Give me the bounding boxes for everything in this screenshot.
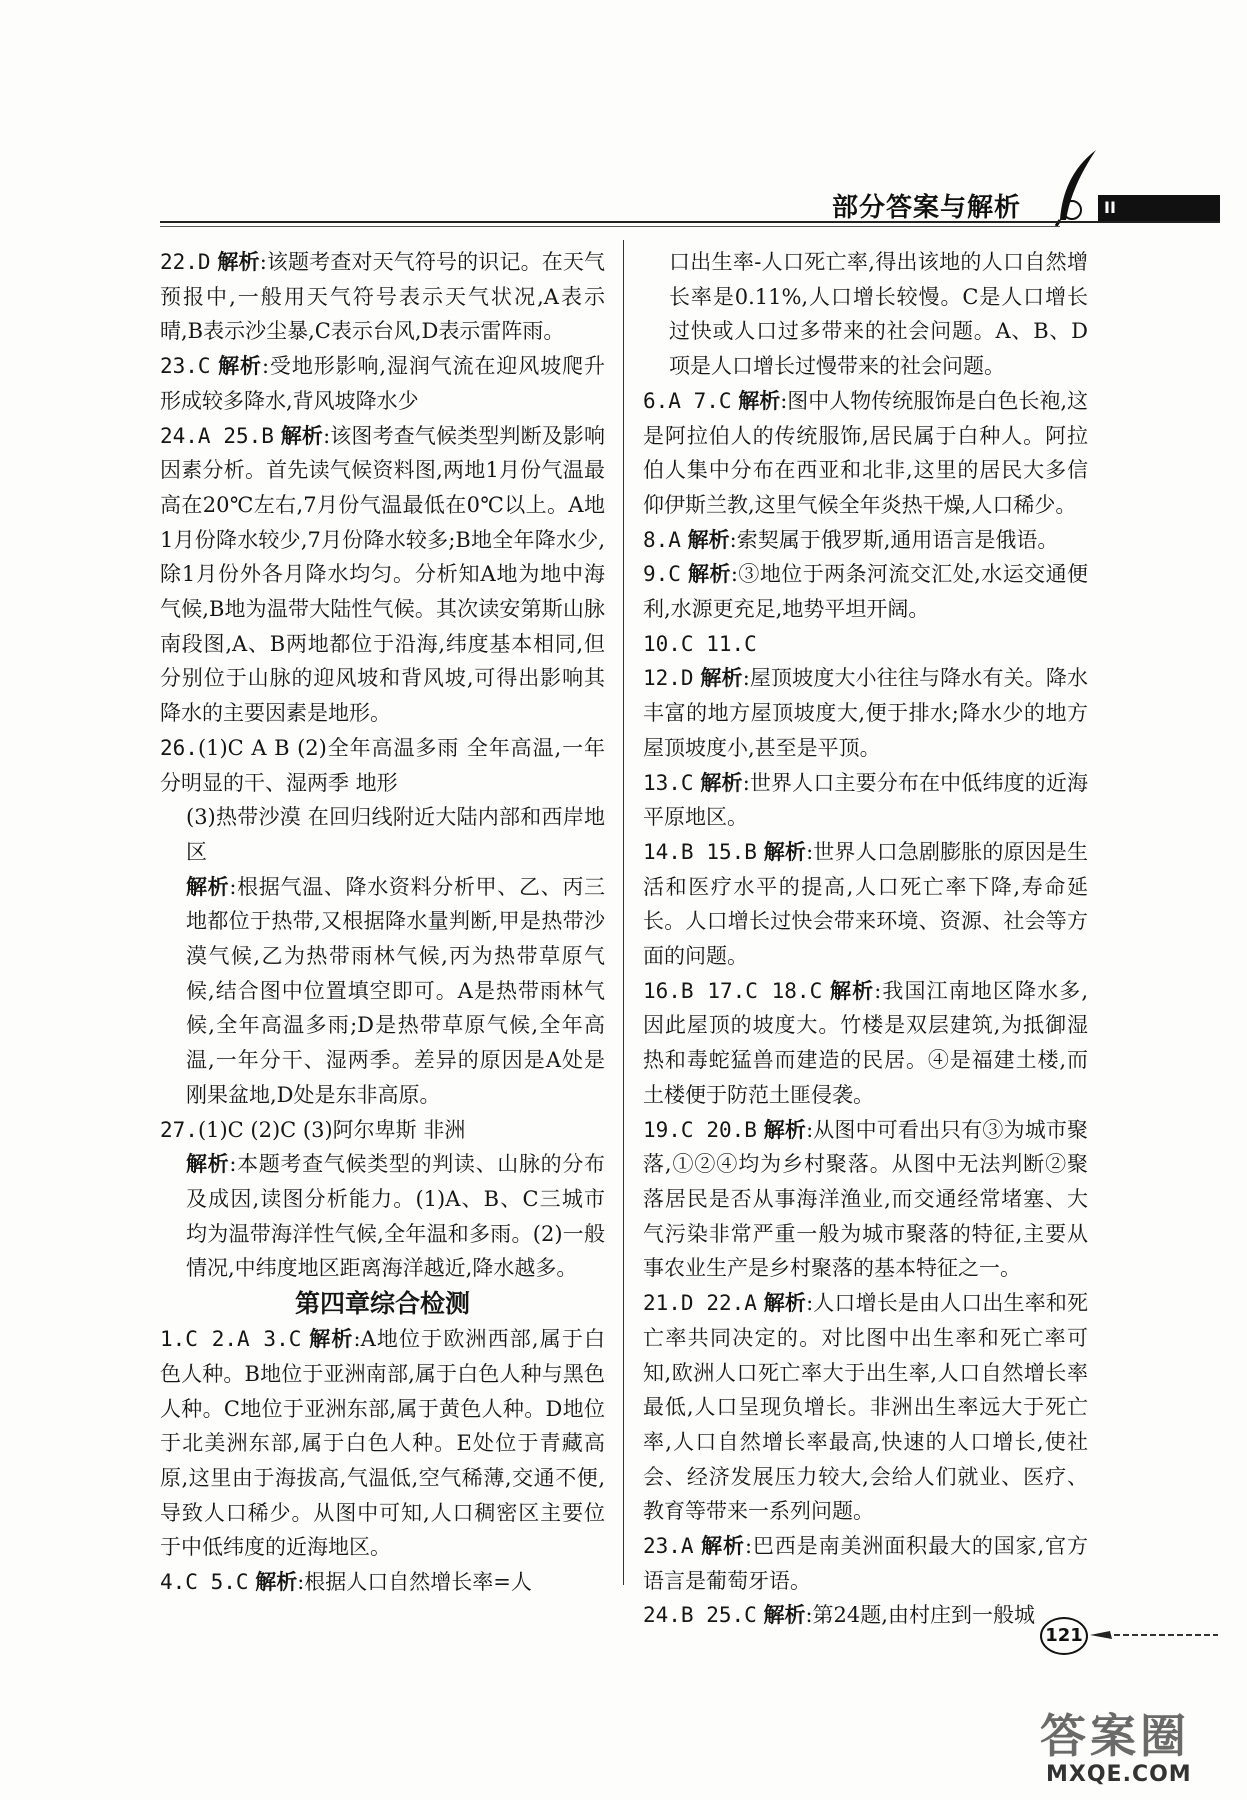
analysis-label: 解析	[217, 250, 260, 274]
answer-item	[643, 384, 1088, 523]
answer-item	[643, 835, 1088, 974]
watermark	[1040, 1700, 1230, 1795]
footer-decoration	[1090, 1625, 1220, 1649]
answer-text: :A地位于欧洲西部,属于白色人种。B地位于亚洲南部,属于白色人种与黑色人种。C地位于亚洲东部,属于黄色人种。D地位于北美洲东部,属于白色人种。E处位于青藏高原,这里由于海拔高,气温低,空气稀薄,交通不便,导致人口稀少。从图中可知,人口稠密区主要位于中低纬度的近海地区。	[160, 1327, 606, 1560]
answer-number: 10.C 11.C	[643, 631, 757, 656]
answer-text: :人口增长是由人口出生率和死亡率共同决定的。对比图中出生率和死亡率可知,欧洲人口死亡率大于出生率,人口自然增长率最低,人口呈现负增长。非洲出生率远大于死亡率,人口自然增长率最高,快速的人口增长,使社会、经济发展压力较大,会给人们就业、医疗、教育等带来一系列问题。	[643, 1291, 1089, 1524]
answer-number: 16.B 17.C 18.C	[643, 978, 823, 1003]
answer-list-left-2	[160, 1322, 605, 1600]
watermark-url: MXQE.COM	[1046, 1762, 1192, 1787]
answer-number: 24.A 25.B	[160, 423, 274, 448]
answer-text: :该图考查气候类型判断及影响因素分析。首先读气候资料图,两地1月份气温最高在20℃左右,7月份气温最低在0℃以上。A地1月份降水较少,7月份降水较多;B地全年降水少,除1月份外各月降水均匀。分析知A地为地中海气候,B地为温带大陆性气候。其次读安第斯山脉南段图,A、B两地都位于沿海,纬度基本相同,但分别位于山脉的迎风坡和背风坡,可得出影响其降水的主要因素是地形。	[160, 423, 606, 726]
answer-text: :③地位于两条河流交汇处,水运交通便利,水源更充足,地势平坦开阔。	[643, 562, 1089, 622]
answer-text: :根据人口自然增长率=人	[297, 1570, 532, 1595]
answer-item	[643, 523, 1088, 558]
answer-item	[643, 245, 1088, 384]
analysis-label: 解析	[763, 839, 807, 864]
answer-item	[160, 245, 605, 349]
answer-text: :巴西是南美洲面积最大的国家,官方语言是葡萄牙语。	[643, 1534, 1089, 1593]
answer-text: :图中人物传统服饰是白色长袍,这是阿拉伯人的传统服饰,居民属于白种人。阿拉伯人集中分布在西亚和北非,这里的居民大多信仰伊斯兰教,这里气候全年炎热干燥,人口稀少。	[643, 388, 1089, 517]
answer-text: :受地形影响,湿润气流在迎风坡爬升形成较多降水,背风坡降水少	[160, 354, 606, 413]
answer-text: :根据气温、降水资料分析甲、乙、丙三地都位于热带,又根据降水量判断,甲是热带沙漠气候,乙为热带雨林气候,丙为热带草原气候,结合图中位置填空即可。A是热带雨林气候,全年高温多雨;D是热带草原气候,全年高温,一年分干、湿两季。差异的原因是A处是刚果盆地,D处是东非高原。	[186, 874, 606, 1107]
answer-text: (3)热带沙漠 在回归线附近大陆内部和西岸地区	[186, 805, 605, 864]
answer-list-left	[160, 245, 605, 1286]
answer-number: 6.A 7.C	[643, 388, 732, 413]
answer-text: (1)C A B (2)全年高温多雨 全年高温,一年分明显的干、湿两季 地形	[160, 735, 605, 795]
answer-item	[160, 349, 605, 418]
answer-item	[160, 1322, 605, 1565]
answer-text: :从图中可看出只有③为城市聚落,①②④均为乡村聚落。从图中无法判断②聚落居民是否从事海洋渔业,而交通经常堵塞、大气污染非常严重一般为城市聚落的特征,主要从事农业生产是乡村聚落的基本特征之一。	[643, 1117, 1089, 1281]
answer-item	[160, 870, 605, 1113]
analysis-label: 解析	[688, 562, 731, 587]
answer-list-right	[643, 245, 1088, 1633]
answer-item	[643, 766, 1088, 835]
answer-item	[160, 419, 605, 731]
answer-item	[160, 1565, 605, 1600]
section-title: 第四章综合检测	[294, 1289, 470, 1319]
answer-text: :屋顶坡度大小往往与降水有关。降水丰富的地方屋顶坡度大,便于排水;降水少的地方屋顶坡度小,甚至是平顶。	[643, 666, 1088, 760]
answer-number: 26.	[160, 735, 198, 760]
analysis-label: 解析	[280, 423, 324, 448]
answer-item	[643, 1598, 1088, 1633]
header-bar	[1098, 195, 1220, 221]
answer-text: :第24题,由村庄到一般城	[805, 1603, 1035, 1628]
analysis-label: 解析	[687, 527, 730, 552]
header-title: 部分答案与解析	[832, 193, 1022, 223]
analysis-label: 解析	[763, 1603, 806, 1628]
analysis-label: 解析	[218, 354, 262, 379]
header-bar-text: II	[1104, 198, 1116, 217]
answer-item	[643, 557, 1088, 626]
feather-pen-icon	[1052, 148, 1102, 232]
answer-number: 4.C 5.C	[160, 1570, 249, 1595]
answer-number: 13.C	[643, 770, 694, 795]
analysis-label: 解析	[186, 874, 230, 899]
answer-number: 23.C	[160, 354, 211, 379]
answer-number: 1.C 2.A 3.C	[160, 1327, 302, 1352]
answer-text: :索契属于俄罗斯,通用语言是俄语。	[729, 527, 1059, 552]
answer-number: 12.D	[643, 666, 694, 691]
analysis-label: 解析	[309, 1327, 354, 1352]
answer-text: :世界人口主要分布在中低纬度的近海平原地区。	[643, 770, 1088, 830]
answer-item	[643, 1529, 1088, 1598]
analysis-label: 解析	[763, 1291, 807, 1316]
answer-item	[160, 731, 605, 800]
answer-item	[160, 1113, 605, 1148]
answer-item	[643, 1286, 1088, 1529]
answer-number: 27.	[160, 1117, 198, 1142]
header-rule	[160, 221, 1220, 223]
analysis-label: 解析	[701, 1534, 745, 1559]
answer-text: :我国江南地区降水多,因此屋顶的坡度大。竹楼是双层建筑,为抵御湿热和毒蛇猛兽而建造的民居。④是福建土楼,而土楼便于防范土匪侵袭。	[643, 978, 1088, 1107]
answer-item	[160, 1147, 605, 1286]
left-column	[160, 245, 605, 1600]
answer-number: 23.A	[643, 1534, 694, 1559]
analysis-label: 解析	[186, 1152, 230, 1177]
analysis-label: 解析	[763, 1117, 807, 1142]
answer-text: 口出生率-人口死亡率,得出该地的人口自然增长率是0.11%,人口增长较慢。C是人口增长过快或人口过多带来的社会问题。A、B、D项是人口增长过慢带来的社会问题。	[669, 250, 1088, 379]
answer-number: 8.A	[643, 527, 681, 552]
answer-number: 22.D	[160, 250, 211, 274]
answer-number: 24.B 25.C	[643, 1603, 757, 1628]
analysis-label: 解析	[700, 666, 743, 691]
watermark-logo: 答案圈	[1040, 1709, 1190, 1763]
analysis-label: 解析	[830, 978, 875, 1003]
analysis-label: 解析	[738, 388, 781, 413]
page-number: 121	[1040, 1617, 1088, 1655]
answer-text: :世界人口急剧膨胀的原因是生活和医疗水平的提高,人口死亡率下降,寿命延长。人口增长过快会带来环境、资源、社会等方面的问题。	[643, 839, 1089, 969]
header-rule-thin	[160, 226, 1060, 227]
answer-number: 14.B 15.B	[643, 839, 757, 864]
analysis-label: 解析	[700, 770, 743, 795]
answer-number: 9.C	[643, 562, 681, 587]
answer-number: 19.C 20.B	[643, 1117, 757, 1142]
analysis-label: 解析	[255, 1570, 298, 1595]
answer-item	[643, 661, 1088, 765]
answer-item	[643, 1113, 1088, 1287]
answer-item	[160, 800, 605, 869]
column-divider	[623, 240, 624, 1585]
answer-item	[643, 974, 1088, 1113]
right-column	[643, 245, 1088, 1633]
answer-text: :本题考查气候类型的判读、山脉的分布及成因,读图分析能力。(1)A、B、C三城市均为温带海洋性气候,全年温和多雨。(2)一般情况,中纬度地区距离海洋越近,降水越多。	[186, 1152, 606, 1281]
answer-text: :该题考查对天气符号的识记。在天气预报中,一般用天气符号表示天气状况,A表示晴,B表示沙尘暴,C表示台风,D表示雷阵雨。	[160, 250, 605, 344]
answer-item	[643, 627, 1088, 662]
answer-text: (1)C (2)C (3)阿尔卑斯 非洲	[197, 1117, 466, 1142]
answer-number: 21.D 22.A	[643, 1291, 757, 1316]
